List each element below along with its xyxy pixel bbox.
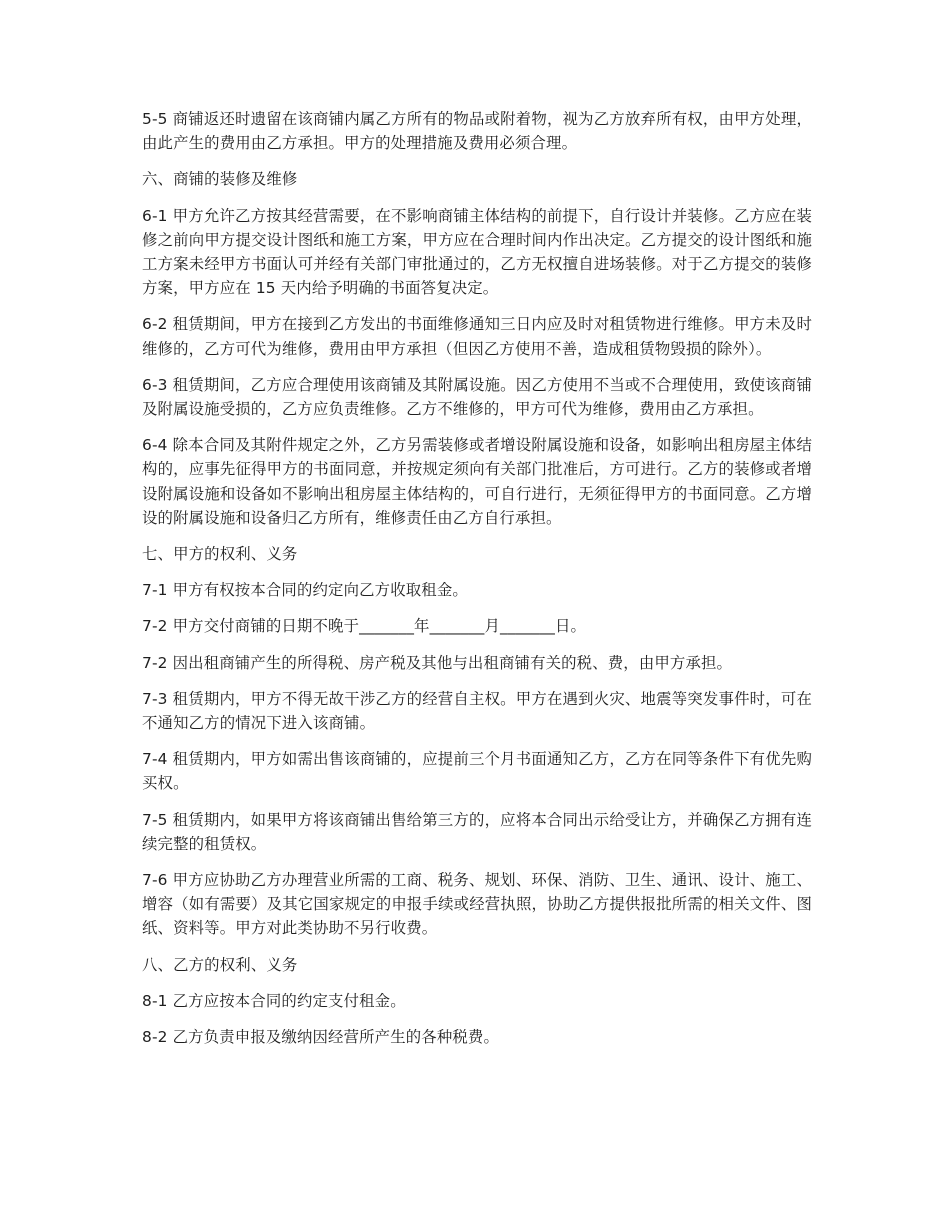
clause-6-1: 6-1 甲方允许乙方按其经营需要，在不影响商铺主体结构的前提下，自行设计并装修。乙方应在装修之前向甲方提交设计图纸和施工方案，甲方应在合理时间内作出决定。乙方提交的设计图纸和施工方案未经甲方书面认可并经有关部门审批通过的，乙方无权擅自进场装修。对于乙方提交的装修方案，甲方应在 15 天内给予明确的书面答复决定。 xyxy=(142,206,812,298)
section-heading-7: 七、甲方的权利、义务 xyxy=(142,545,298,564)
clause-6-4: 6-4 除本合同及其附件规定之外，乙方另需装修或者增设附属设施和设备，如影响出租房屋主体结构的，应事先征得甲方的书面同意，并按规定须向有关部门批准后，方可进行。乙方的装修或者增设附属设施和设备如不影响出租房屋主体结构的，可自行进行，无须征得甲方的书面同意。乙方增设的附属设施和设备归乙方所有，维修责任由乙方自行承担。 xyxy=(142,436,812,527)
section-heading-8: 八、乙方的权利、义务 xyxy=(142,955,298,974)
clause-7-3: 7-3 租赁期内，甲方不得无故干涉乙方的经营自主权。甲方在遇到火灾、地震等突发事件时，可在不通知乙方的情况下进入该商铺。 xyxy=(142,689,812,733)
clause-6-3: 6-3 租赁期间，乙方应合理使用该商铺及其附属设施。因乙方使用不当或不合理使用，致使该商铺及附属设施受损的，乙方应负责维修。乙方不维修的，甲方可代为维修，费用由乙方承担。 xyxy=(142,375,812,419)
clause-6-2: 6-2 租赁期间，甲方在接到乙方发出的书面维修通知三日内应及时对租赁物进行维修。甲方未及时维修的，乙方可代为维修，费用由甲方承担（但因乙方使用不善，造成租赁物毁损的除外）。 xyxy=(142,315,812,358)
clause-7-4: 7-4 租赁期内，甲方如需出售该商铺的，应提前三个月书面通知乙方，乙方在同等条件下有优先购买权。 xyxy=(142,750,812,793)
section-heading-6: 六、商铺的装修及维修 xyxy=(142,170,298,189)
clause-7-1: 7-1 甲方有权按本合同的约定向乙方收取租金。 xyxy=(142,581,468,600)
clause-7-2-delivery-date: 7-2 甲方交付商铺的日期不晚于_______年_______月_______日。 xyxy=(142,617,587,636)
clause-8-1: 8-1 乙方应按本合同的约定支付租金。 xyxy=(142,991,406,1010)
clause-5-5: 5-5 商铺返还时遗留在该商铺内属乙方所有的物品或附着物，视为乙方放弃所有权，由甲方处理，由此产生的费用由乙方承担。甲方的处理措施及费用必须合理。 xyxy=(142,110,812,153)
clause-7-5: 7-5 租赁期内，如果甲方将该商铺出售给第三方的，应将本合同出示给受让方，并确保乙方拥有连续完整的租赁权。 xyxy=(142,810,812,853)
clause-8-2: 8-2 乙方负责申报及缴纳因经营所产生的各种税费。 xyxy=(142,1028,499,1047)
clause-7-6: 7-6 甲方应协助乙方办理营业所需的工商、税务、规划、环保、消防、卫生、通讯、设计、施工、增容（如有需要）及其它国家规定的申报手续或经营执照，协助乙方提供报批所需的相关文件、图纸、资料等。甲方对此类协助不另行收费。 xyxy=(142,871,812,938)
clause-7-2-taxes: 7-2 因出租商铺产生的所得税、房产税及其他与出租商铺有关的税、费，由甲方承担。 xyxy=(142,653,733,672)
